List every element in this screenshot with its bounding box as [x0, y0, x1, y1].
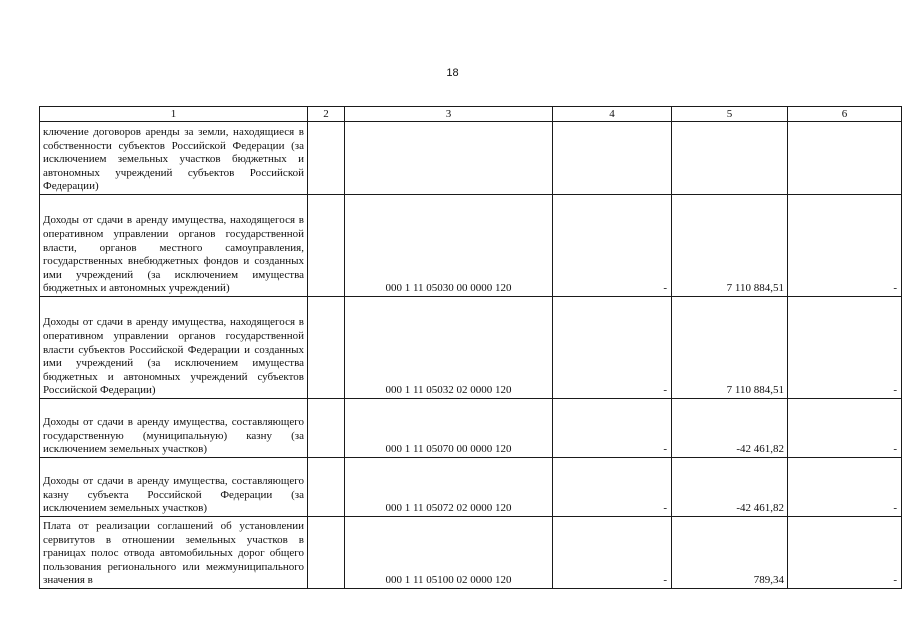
row-name: Плата от реализации соглашений об установлении сервитутов в отношении земельных участков в границах полос отвода автомобильных дорог общего пользования регионального или межмуниципального значения в [40, 517, 308, 589]
row-col2 [308, 458, 345, 517]
column-header-1: 1 [40, 107, 308, 122]
row-col6: - [788, 297, 902, 399]
row-code: 000 1 11 05072 02 0000 120 [345, 458, 553, 517]
row-col4: - [553, 195, 672, 297]
row-name: Доходы от сдачи в аренду имущества, находящегося в оперативном управлении органов государственной власти, органов местного самоуправления, государственных внебюджетных фондов и созданных ими учреждений (за исключением имущества бюджетных и автономных учреждений) [40, 195, 308, 297]
row-col6: - [788, 458, 902, 517]
row-col2 [308, 195, 345, 297]
row-col2 [308, 517, 345, 589]
row-code [345, 122, 553, 195]
row-col4: - [553, 399, 672, 458]
row-col6: - [788, 517, 902, 589]
column-header-5: 5 [672, 107, 788, 122]
column-header-2: 2 [308, 107, 345, 122]
row-col4 [553, 122, 672, 195]
row-col2 [308, 297, 345, 399]
row-name: Доходы от сдачи в аренду имущества, находящегося в оперативном управлении органов государственной власти субъектов Российской Федерации и созданных ими учреждений (за исключением имущества бюджетных и автономных учреждений субъектов Российской Федерации) [40, 297, 308, 399]
table-row [40, 297, 902, 399]
row-col5: -42 461,82 [672, 399, 788, 458]
row-col2 [308, 399, 345, 458]
table-row [40, 458, 902, 517]
column-header-3: 3 [345, 107, 553, 122]
row-col4: - [553, 297, 672, 399]
row-code: 000 1 11 05032 02 0000 120 [345, 297, 553, 399]
row-col5: -42 461,82 [672, 458, 788, 517]
column-header-6: 6 [788, 107, 902, 122]
row-name: Доходы от сдачи в аренду имущества, составляющего казну субъекта Российской Федерации (за исключением земельных участков) [40, 458, 308, 517]
row-col4: - [553, 517, 672, 589]
row-col5: 7 110 884,51 [672, 195, 788, 297]
row-col5: 7 110 884,51 [672, 297, 788, 399]
row-col6 [788, 122, 902, 195]
table-header-row [40, 107, 902, 122]
budget-table [39, 106, 902, 589]
row-col6: - [788, 399, 902, 458]
column-header-4: 4 [553, 107, 672, 122]
row-col4: - [553, 458, 672, 517]
table-row [40, 122, 902, 195]
row-code: 000 1 11 05030 00 0000 120 [345, 195, 553, 297]
table-row [40, 517, 902, 589]
page-number: 18 [446, 67, 459, 79]
row-name: Доходы от сдачи в аренду имущества, составляющего государственную (муниципальную) казну (за исключением земельных участков) [40, 399, 308, 458]
row-code: 000 1 11 05100 02 0000 120 [345, 517, 553, 589]
row-code: 000 1 11 05070 00 0000 120 [345, 399, 553, 458]
table-row [40, 195, 902, 297]
row-name: ключение договоров аренды за земли, находящиеся в собственности субъектов Российской Федерации (за исключением земельных участков бюджетных и автономных учреждений субъектов Российской Федерации) [40, 122, 308, 195]
row-col5 [672, 122, 788, 195]
table-row [40, 399, 902, 458]
row-col5: 789,34 [672, 517, 788, 589]
row-col6: - [788, 195, 902, 297]
row-col2 [308, 122, 345, 195]
